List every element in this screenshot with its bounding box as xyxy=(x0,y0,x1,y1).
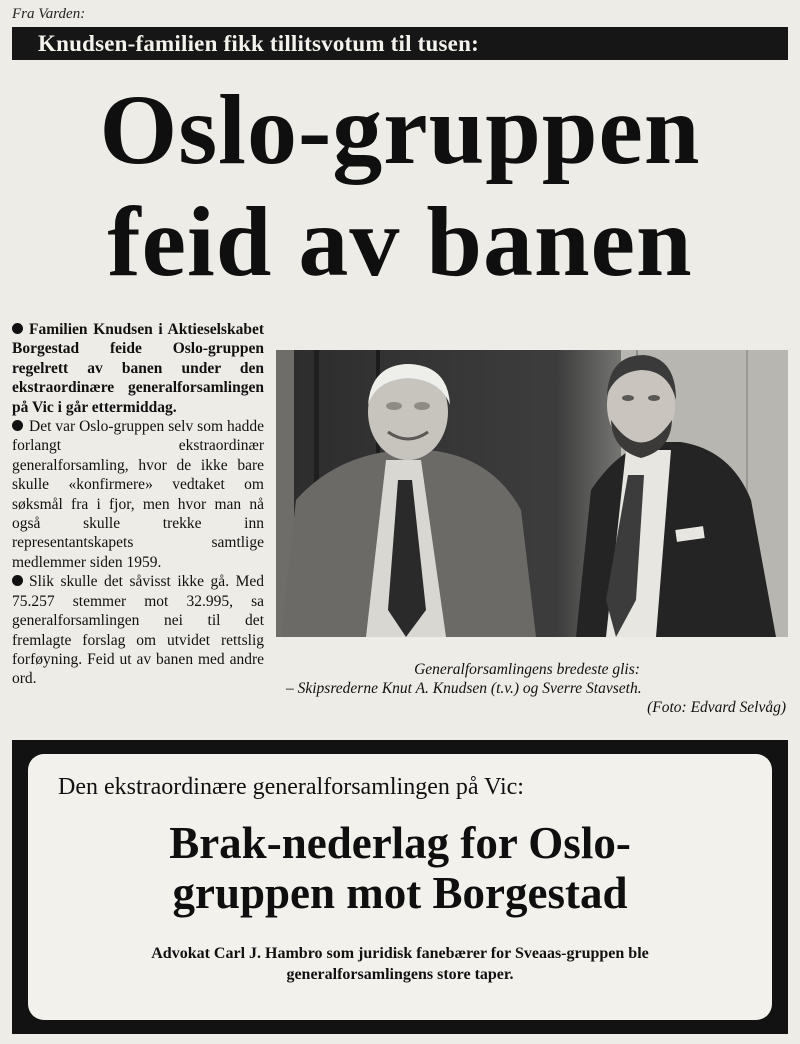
photo-credit: (Foto: Edvard Selvåg) xyxy=(647,699,786,716)
feature-box-subtitle-line-1: Advokat Carl J. Hambro som juridisk fanebærer for Sveaas-gruppen ble xyxy=(151,945,649,962)
kicker-text: Knudsen-familien fikk tillitsvotum til tusen: xyxy=(38,30,479,56)
bullet-icon xyxy=(12,323,23,334)
source-label: Fra Varden: xyxy=(12,6,86,22)
headline xyxy=(0,74,800,298)
feature-box-subtitle xyxy=(28,943,772,985)
body-paragraph-1: Familien Knudsen i Aktieselskabet Borgestad feide Oslo-gruppen regelrett av banen under den ekstraordinære generalforsamlingen på Vic i går ettermiddag. xyxy=(12,321,264,416)
bullet-icon xyxy=(12,575,23,586)
feature-box-subtitle-line-2: generalforsamlingens store taper. xyxy=(286,966,514,983)
feature-box-title xyxy=(28,818,772,918)
body-paragraph-2: Det var Oslo-gruppen selv som hadde forlangt ekstraordinær generalforsamling, hvor de ikke bare skulle «konfirmere» vedtaket om søksmål fra i fjor, men hvor man nå også skulle trekke inn representantskapets samtlige medlemmer siden 1959. xyxy=(12,418,264,571)
feature-box-title-line-1: Brak-nederlag for Oslo- xyxy=(169,818,631,868)
caption-line-2: – Skipsrederne Knut A. Knudsen (t.v.) og Sverre Stavseth. xyxy=(286,680,642,697)
body-paragraph-3: Slik skulle det såvisst ikke gå. Med 75.257 stemmer mot 32.995, sa generalforsamlingen nei til det fremlagte forslag om utvidet rettslig forføyning. Feid ut av banen med andre ord. xyxy=(12,573,264,688)
news-photo xyxy=(276,350,788,637)
article-body xyxy=(12,320,264,689)
feature-box-title-line-2: gruppen mot Borgestad xyxy=(172,868,628,918)
caption-line-1: Generalforsamlingens bredeste glis: xyxy=(414,661,640,678)
photo-caption xyxy=(276,660,788,717)
photo-illustration xyxy=(276,350,788,637)
headline-line-2: feid av banen xyxy=(107,186,693,297)
feature-box-kicker: Den ekstraordinære generalforsamlingen på Vic: xyxy=(58,774,524,800)
bullet-icon xyxy=(12,420,23,431)
headline-line-1: Oslo-gruppen xyxy=(99,74,701,185)
kicker-bar xyxy=(12,27,788,60)
